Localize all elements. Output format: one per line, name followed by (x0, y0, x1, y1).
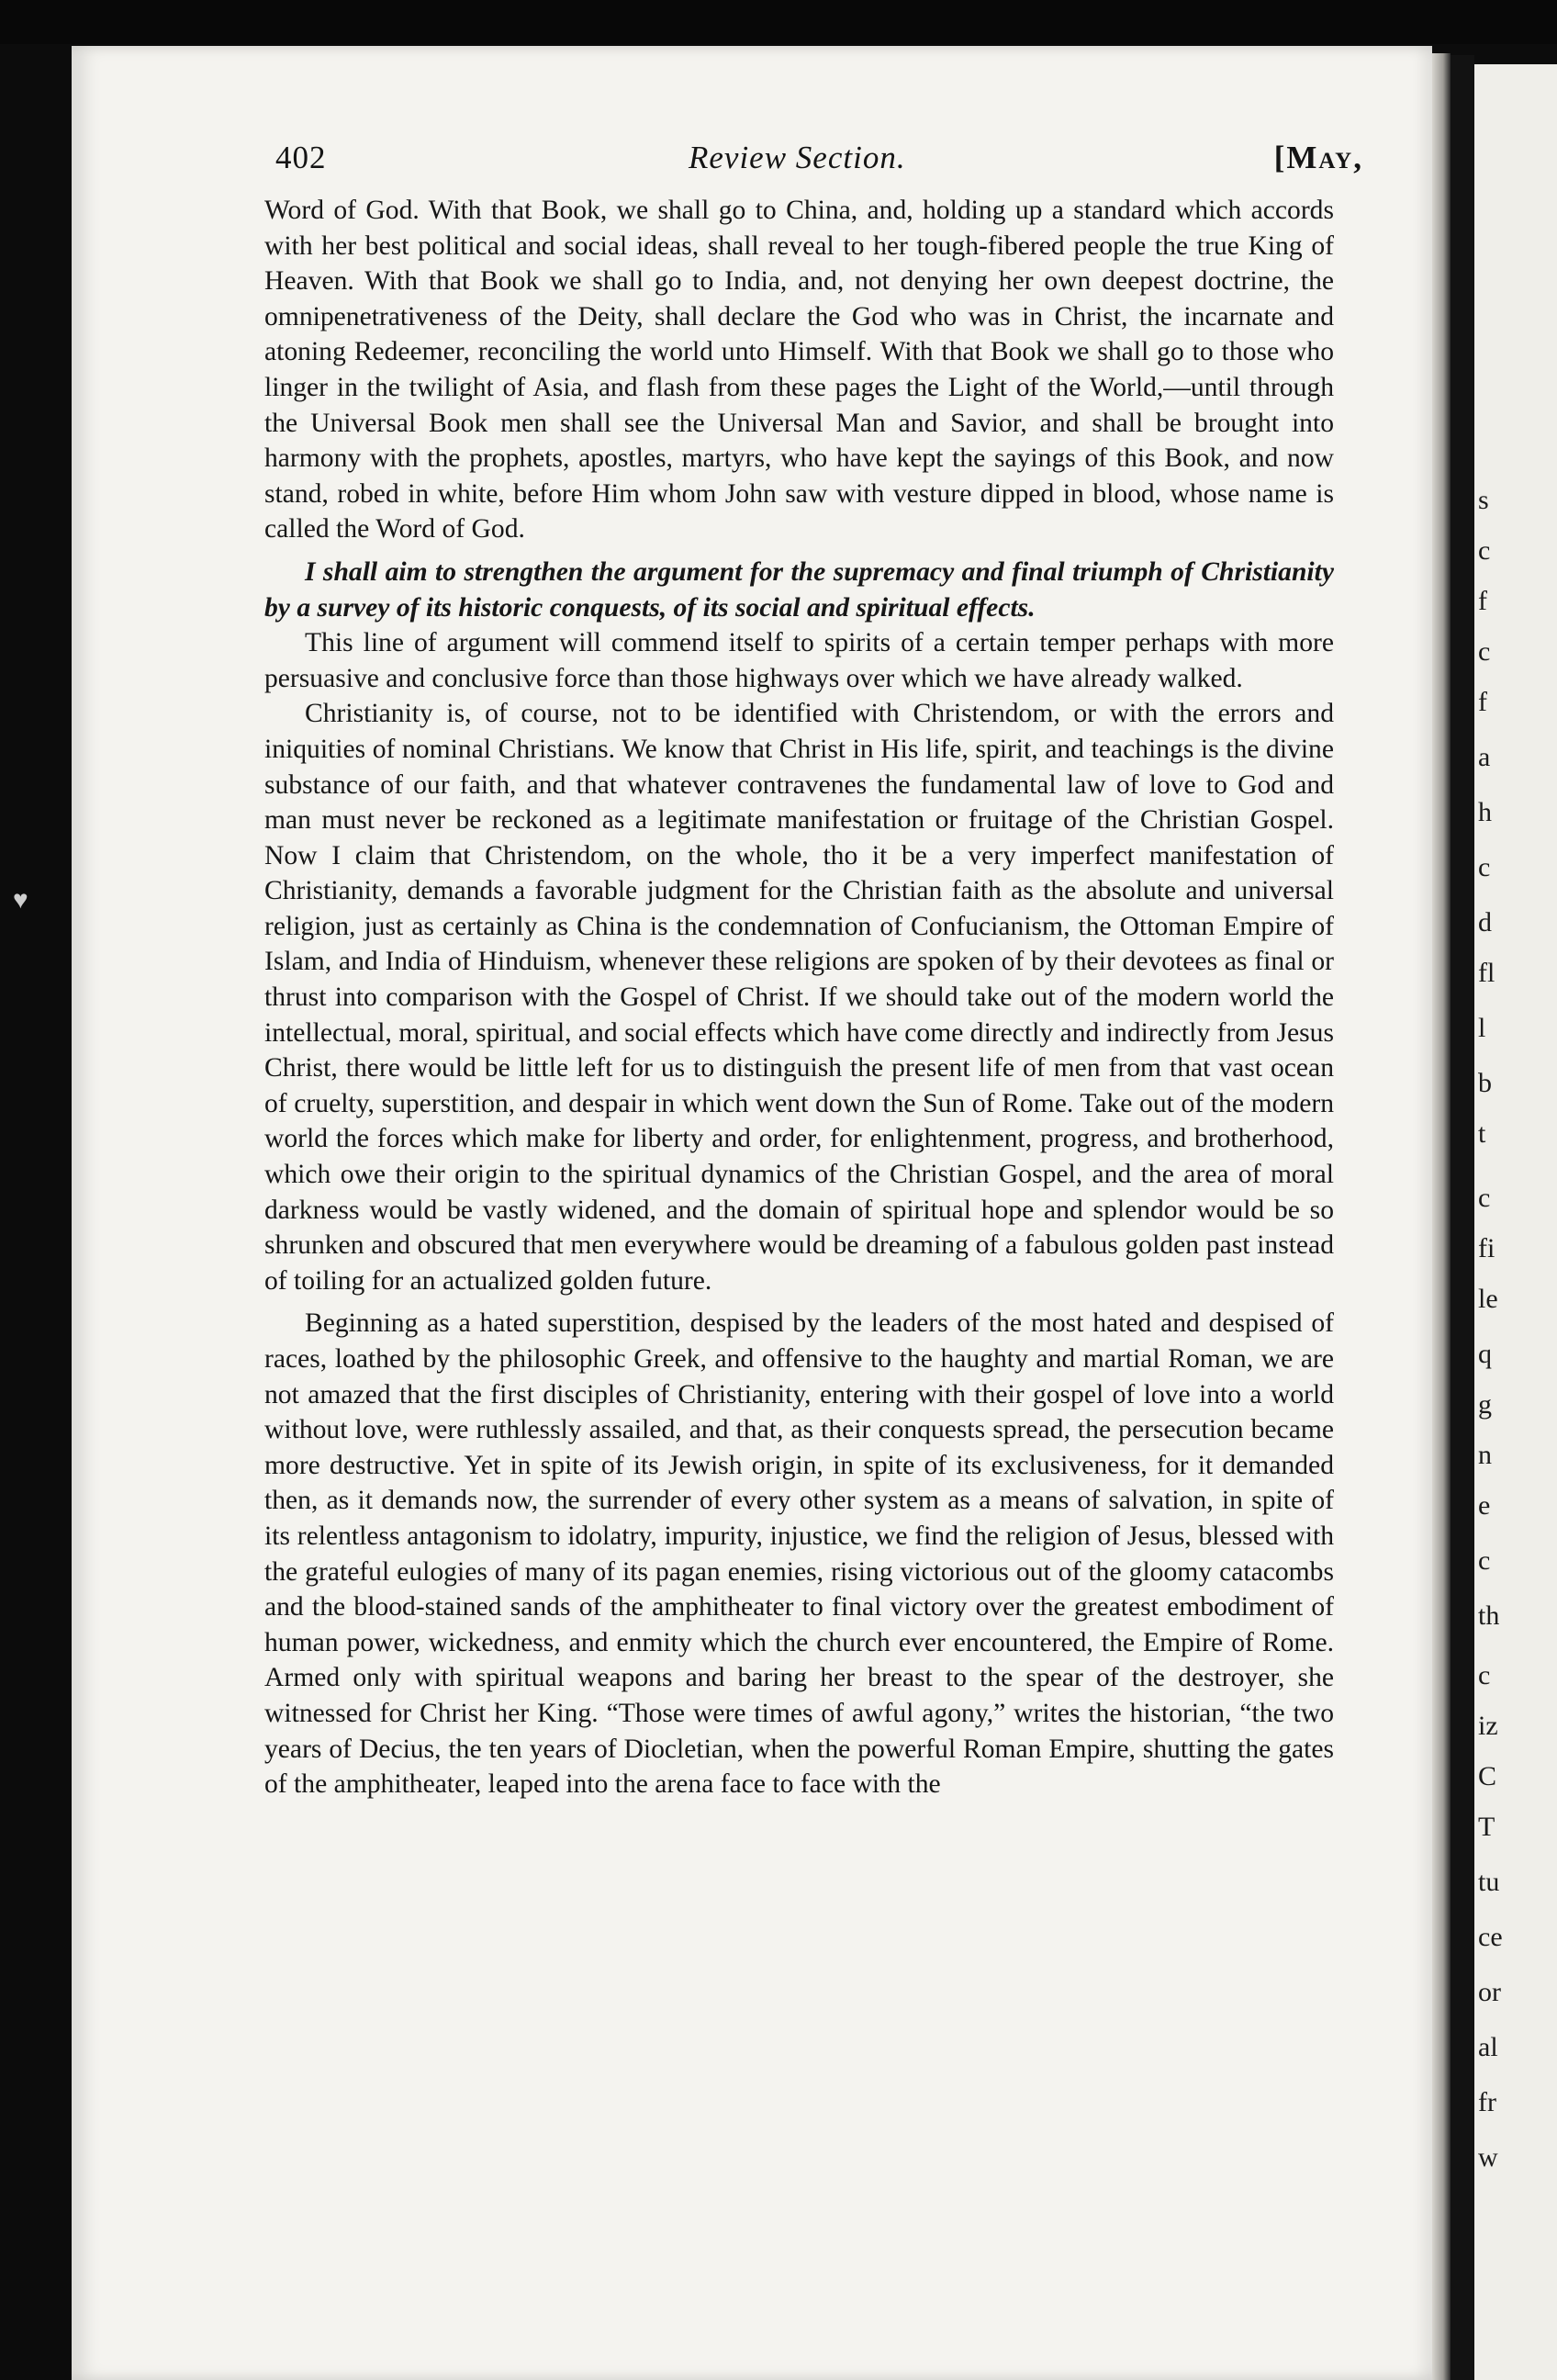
facing-page-fragment: fl (1478, 958, 1495, 988)
running-head (275, 140, 1363, 184)
facing-page-fragment: e (1478, 1490, 1491, 1521)
scan-top-border (0, 0, 1557, 44)
paragraph: Beginning as a hated superstition, despised by the leaders of the most hated and despised of races, loathed by the philosophic Greek, and offensive to the haughty and martial Roman, we are not amazed that the first disciples of Christianity, entering with their gospel of love into a world without love, were ruthlessly assailed, and that, as their conquests spread, the persecution became more destructive. Yet in spite of its Jewish origin, in spite of its exclusiveness, for it demanded then, as it demands now, the surrender of every other system as a means of salvation, in spite of its relentless antagonism to idolatry, impurity, injustice, we find the religion of Jesus, blessed with the grateful eulogies of many of its pagan enemies, rising victorious out of the gloomy catacombs and the blood-stained sands of the amphitheater to final victory over the greatest embodiment of human power, wickedness, and enmity which the church ever encountered, the Empire of Rome. Armed only with spiritual weapons and baring her breast to the spear of the destroyer, she witnessed for Christ her King. “Those were times of awful agony,” writes the historian, “the two years of Decius, the ten years of Diocletian, when the powerful Roman Empire, shutting the gates of the amphitheater, leaped into the arena face to face with the (264, 1308, 1334, 1800)
facing-page-fragment: ce (1478, 1922, 1503, 1952)
facing-page-fragment: f (1478, 687, 1487, 717)
facing-page-fragment: g (1478, 1389, 1492, 1420)
facing-page-edge (1474, 64, 1557, 2380)
facing-page-fragment: fi (1478, 1233, 1495, 1263)
facing-page-fragment: b (1478, 1068, 1492, 1098)
binding-shadow (1451, 55, 1474, 2380)
facing-page-fragment: n (1478, 1440, 1492, 1470)
facing-page-fragment: tu (1478, 1867, 1500, 1897)
running-head-month: [May, (1273, 140, 1363, 175)
facing-page-fragment: f (1478, 586, 1487, 616)
page-gutter (1432, 53, 1451, 2380)
body-text (264, 193, 1334, 1802)
facing-page-fragment: q (1478, 1339, 1492, 1369)
page-number: 402 (275, 140, 327, 175)
thesis-statement: I shall aim to strengthen the argument for the supremacy and final triumph of Christianity by a survey of its historic conquests, of its social and spiritual effects. (264, 556, 1334, 623)
facing-page-fragment: s (1478, 485, 1489, 515)
facing-page-fragment: t (1478, 1118, 1486, 1149)
facing-page-fragment: w (1478, 2142, 1498, 2172)
facing-page-fragment: le (1478, 1284, 1498, 1314)
facing-page-fragment: T (1478, 1812, 1495, 1842)
facing-page-fragment: a (1478, 742, 1491, 772)
paragraph: This line of argument will commend itself to spirits of a certain temper perhaps with more persuasive and conclusive force than those highways over which we have already walked. (264, 628, 1334, 693)
facing-page-fragment: c (1478, 852, 1491, 882)
margin-mark: ♥ (13, 886, 28, 915)
facing-page-fragment: C (1478, 1761, 1497, 1791)
facing-page-fragment: c (1478, 1660, 1491, 1690)
facing-page-fragment: or (1478, 1977, 1501, 2007)
facing-page-fragment: fr (1478, 2087, 1496, 2117)
facing-page-fragment: l (1478, 1013, 1486, 1043)
section-title: Review Section. (689, 140, 906, 175)
facing-page-fragment: c (1478, 636, 1491, 667)
facing-page-fragment: th (1478, 1600, 1500, 1631)
facing-page-fragment: d (1478, 907, 1492, 937)
paragraph-continuation: Word of God. With that Book, we shall go to China, and, holding up a standard which accords with her best political and social ideas, shall reveal to her tough-fibered people the true King of Heaven. With that Book we shall go to India, and, not denying her own deepest doctrine, the omnipenetrativeness of the Deity, shall declare the God who was in Christ, the incarnate and atoning Redeemer, reconciling the world unto Himself. With that Book we shall go to those who linger in the twilight of Asia, and flash from these pages the Light of the World,—until through the Universal Book men shall see the Universal Man and Savior, and shall be brought into harmony with the prophets, apostles, martyrs, who have kept the sayings of this Book, and now stand, robed in white, before Him whom John saw with vesture dipped in blood, whose name is called the Word of God. (264, 196, 1334, 544)
facing-page-fragment: c (1478, 535, 1491, 566)
facing-page-fragment: h (1478, 797, 1492, 827)
paragraph: Christianity is, of course, not to be identified with Christendom, or with the errors and iniquities of nominal Christians. We know that Christ in His life, spirit, and teachings is the divine substance of our faith, and that whatever contravenes the fundamental law of love to God and man must never be reckoned as a legitimate manifestation or fruitage of the Christian Gospel. Now I claim that Christendom, on the whole, tho it be a very imperfect manifestation of Christianity, demands a favorable judgment for the Christian faith as the absolute and universal religion, just as certainly as China is the condemnation of Confucianism, the Ottoman Empire of Islam, and India of Hinduism, whenever these religions are spoken of by their devotees as final or thrust into comparison with the Gospel of Christ. If we should take out of the modern world the intellectual, moral, spiritual, and social effects which have come directly and indirectly from Jesus Christ, there would be little left for us to distinguish the present life of men from that vast ocean of cruelty, superstition, and despair in which went down the Sun of Rome. Take out of the modern world the forces which make for liberty and order, for enlightenment, progress, and brotherhood, which owe their origin to the spiritual dynamics of the Christian Gospel, and the area of moral darkness would be vastly widened, and the domain of spiritual hope and splendor would be so shrunken and obscured that men everywhere would be dreaming of a fabulous golden past instead of toiling for an actualized golden future. (264, 699, 1334, 1296)
facing-page-fragment: al (1478, 2032, 1498, 2062)
facing-page-fragment: iz (1478, 1711, 1498, 1741)
facing-page-fragment: c (1478, 1183, 1491, 1213)
facing-page-fragment: c (1478, 1545, 1491, 1576)
